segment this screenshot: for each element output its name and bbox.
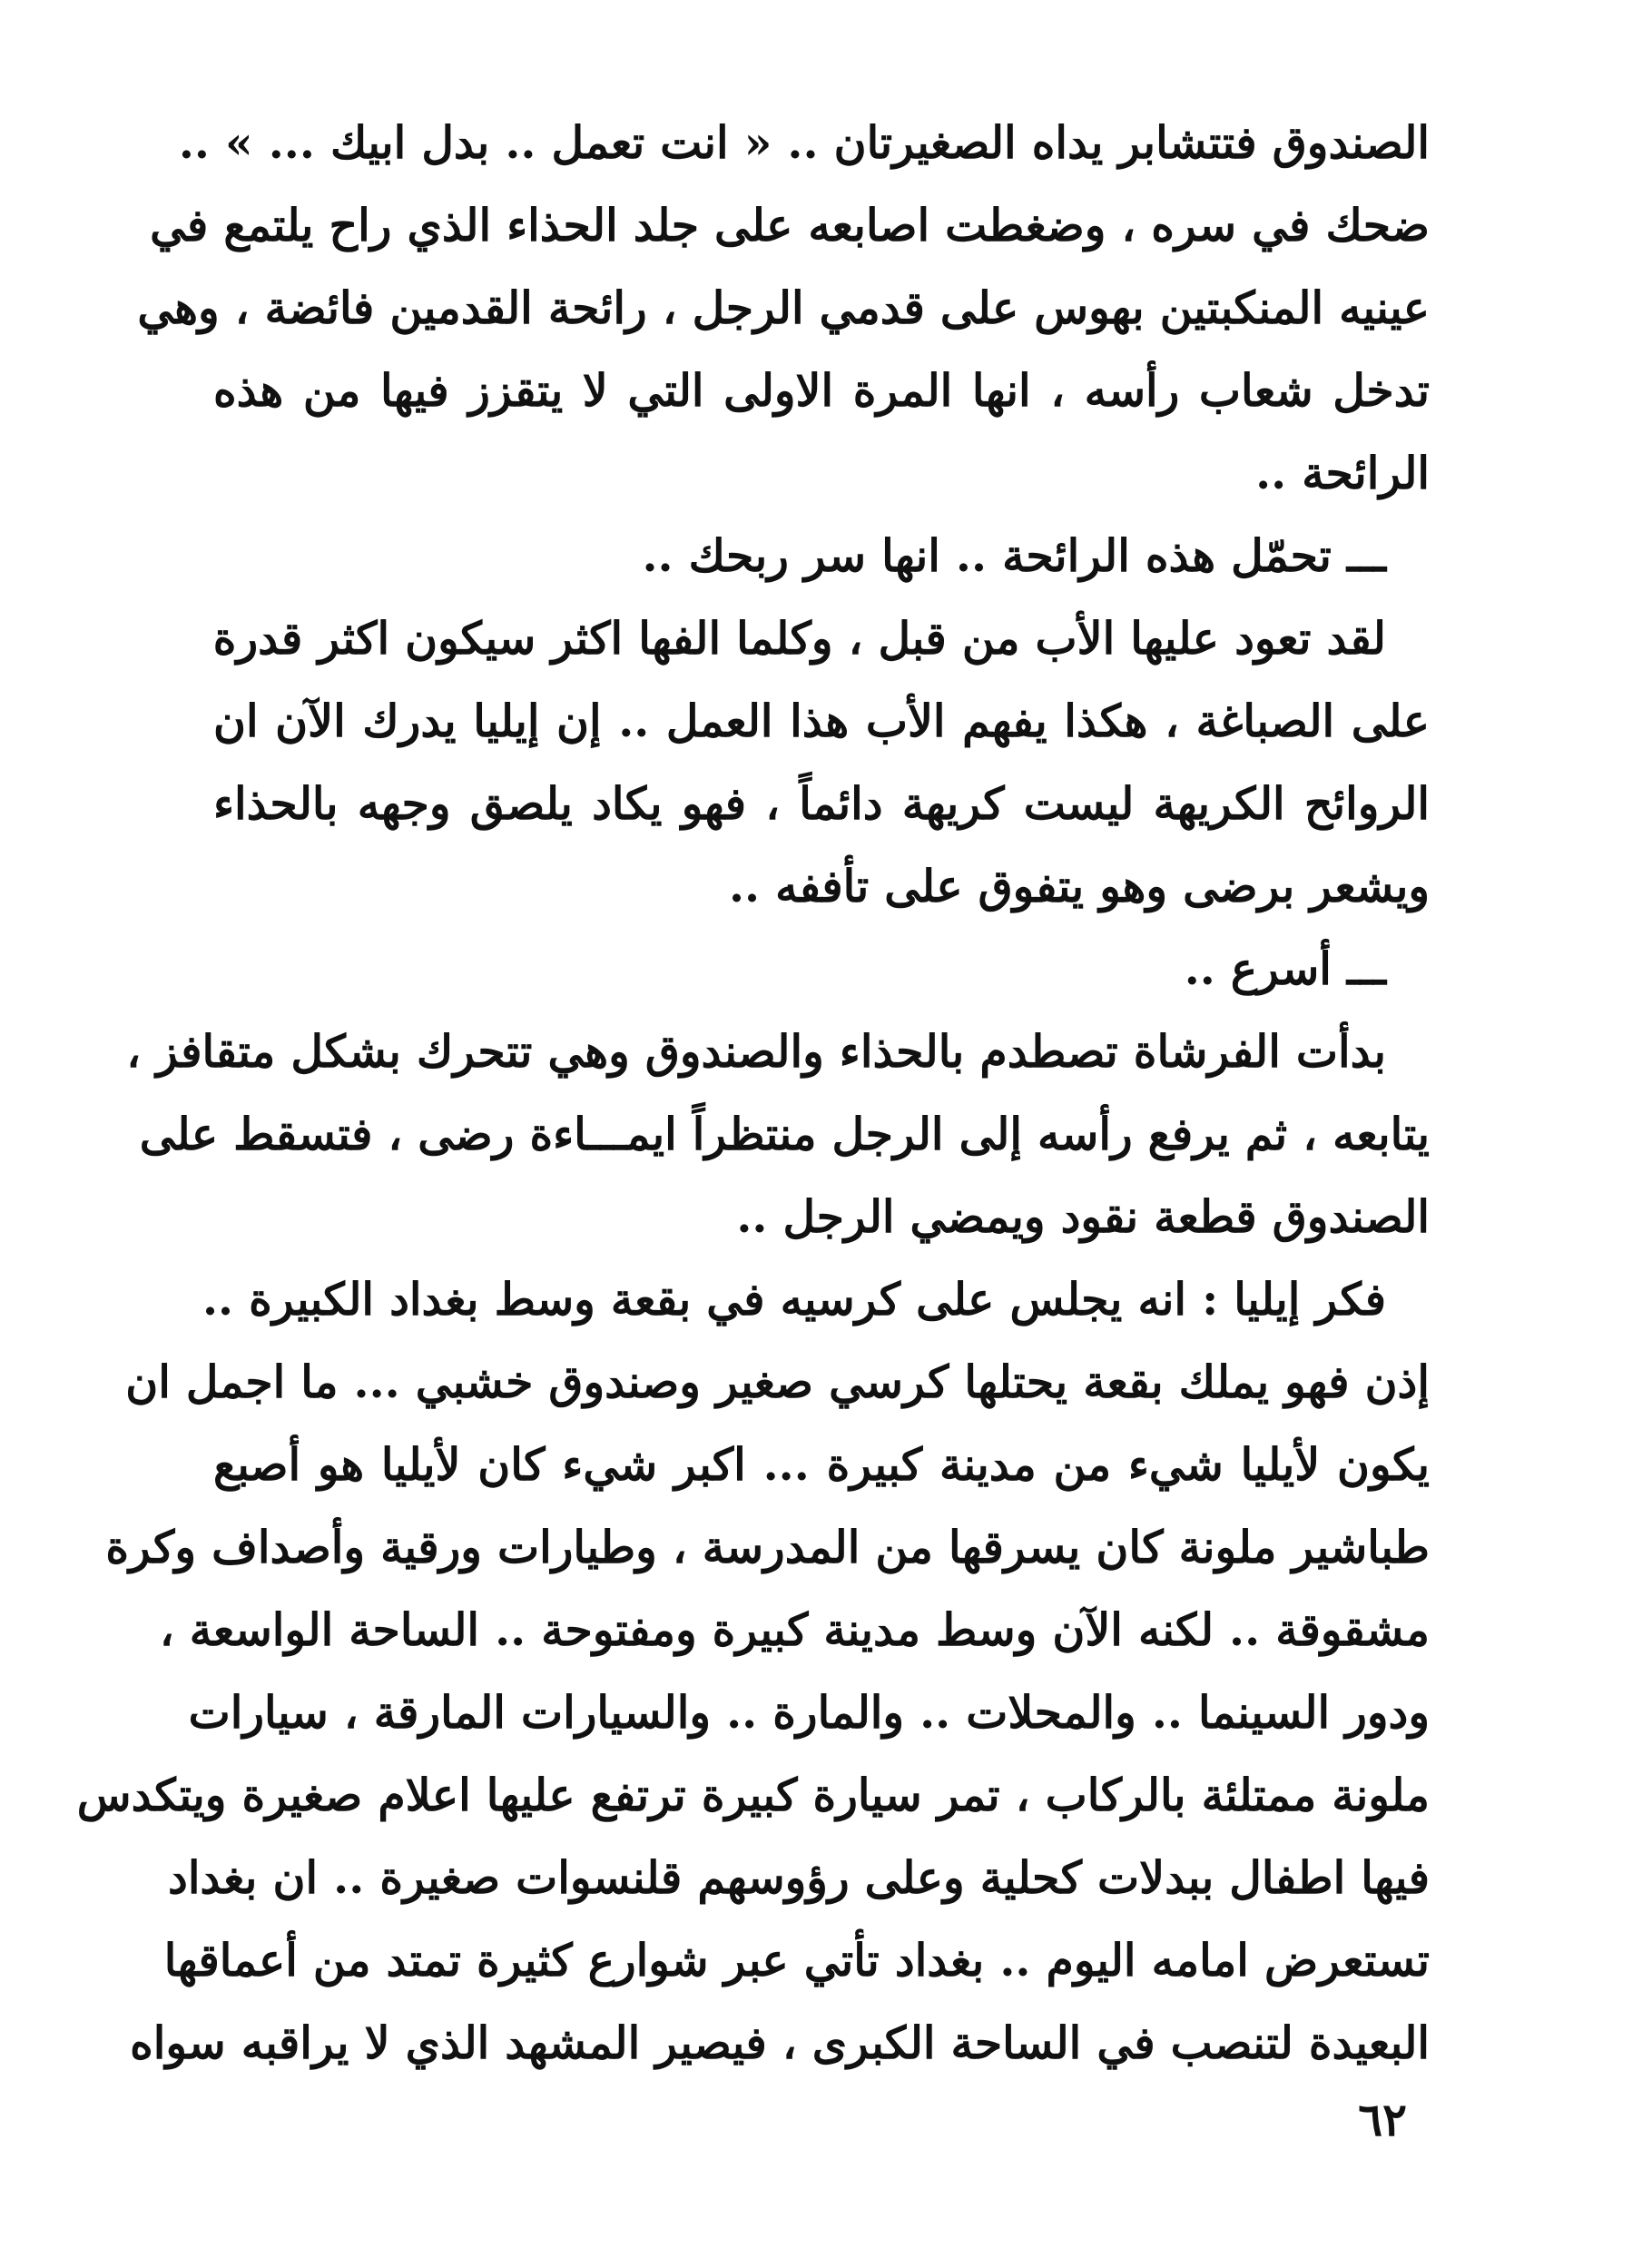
dialogue-line: ـــ أسرع .. xyxy=(1184,942,1386,995)
text-line: ويشعر برضى وهو يتفوق على تأففه .. xyxy=(729,860,1430,912)
text-line: الصندوق فتتشابر يداه الصغيرتان .. « انت تعمل .. بدل ابيك ... » .. xyxy=(178,116,1430,169)
text-line: على الصباغة ، هكذا يفهم الأب هذا العمل .. إن إيليا يدرك الآن ان xyxy=(213,695,1430,747)
text-line: إذن فهو يملك بقعة يحتلها كرسي صغير وصندوق خشبي ... ما اجمل ان xyxy=(125,1356,1430,1408)
text-line: عينيه المنكبتين بهوس على قدمي الرجل ، رائحة القدمين فائضة ، وهي xyxy=(137,281,1430,334)
text-line: لقد تعود عليها الأب من قبل ، وكلما الفها اكثر سيكون اكثر قدرة xyxy=(212,612,1386,665)
text-line: ملونة ممتلئة بالركاب ، تمر سيارة كبيرة ترتفع عليها اعلام صغيرة ويتكدس xyxy=(76,1769,1430,1821)
text-line: طباشير ملونة كان يسرقها من المدرسة ، وطيارات ورقية وأصداف وكرة xyxy=(105,1521,1430,1573)
text-line: بدأت الفرشاة تصطدم بالحذاء والصندوق وهي تتحرك بشكل متقافز ، xyxy=(126,1025,1386,1078)
dialogue-line: ـــ تحمّل هذه الرائحة .. انها سر ربحك .. xyxy=(642,529,1386,582)
text-line: ضحك في سره ، وضغطت اصابعه على جلد الحذاء الذي راح يلتمع في xyxy=(150,199,1430,251)
text-line: مشقوقة .. لكنه الآن وسط مدينة كبيرة ومفتوحة .. الساحة الواسعة ، xyxy=(159,1603,1430,1656)
body-text xyxy=(76,102,1430,2085)
text-line: الرائحة .. xyxy=(1255,447,1430,499)
text-line: تستعرض امامه اليوم .. بغداد تأتي عبر شوارع كثيرة تمتد من أعماقها xyxy=(163,1934,1430,1987)
text-line: فيها اطفال ببدلات كحلية وعلى رؤوسهم قلنسوات صغيرة .. ان بغداد xyxy=(168,1851,1430,1904)
text-line: ودور السينما .. والمحلات .. والمارة .. والسيارات المارقة ، سيارات xyxy=(188,1686,1430,1739)
text-line: يكون لأيليا شيء من مدينة كبيرة ... اكبر شيء كان لأيليا هو أصبع xyxy=(213,1438,1430,1491)
text-line: فكر إيليا : انه يجلس على كرسيه في بقعة وسط بغداد الكبيرة .. xyxy=(202,1273,1386,1326)
text-line: الروائح الكريهة ليست كريهة دائماً ، فهو يكاد يلصق وجهه بالحذاء xyxy=(213,777,1430,830)
text-line: يتابعه ، ثم يرفع رأسه إلى الرجل منتظراً ايمـــاءة رضى ، فتسقط على xyxy=(139,1108,1430,1160)
text-line: تدخل شعاب رأسه ، انها المرة الاولى التي لا يتقزز فيها من هذه xyxy=(213,364,1430,417)
page-number: ٦٢ xyxy=(1358,2093,1407,2146)
text-line: البعيدة لتنصب في الساحة الكبرى ، فيصير المشهد الذي لا يراقبه سواه xyxy=(130,2016,1430,2069)
text-line: الصندوق قطعة نقود ويمضي الرجل .. xyxy=(736,1190,1430,1243)
